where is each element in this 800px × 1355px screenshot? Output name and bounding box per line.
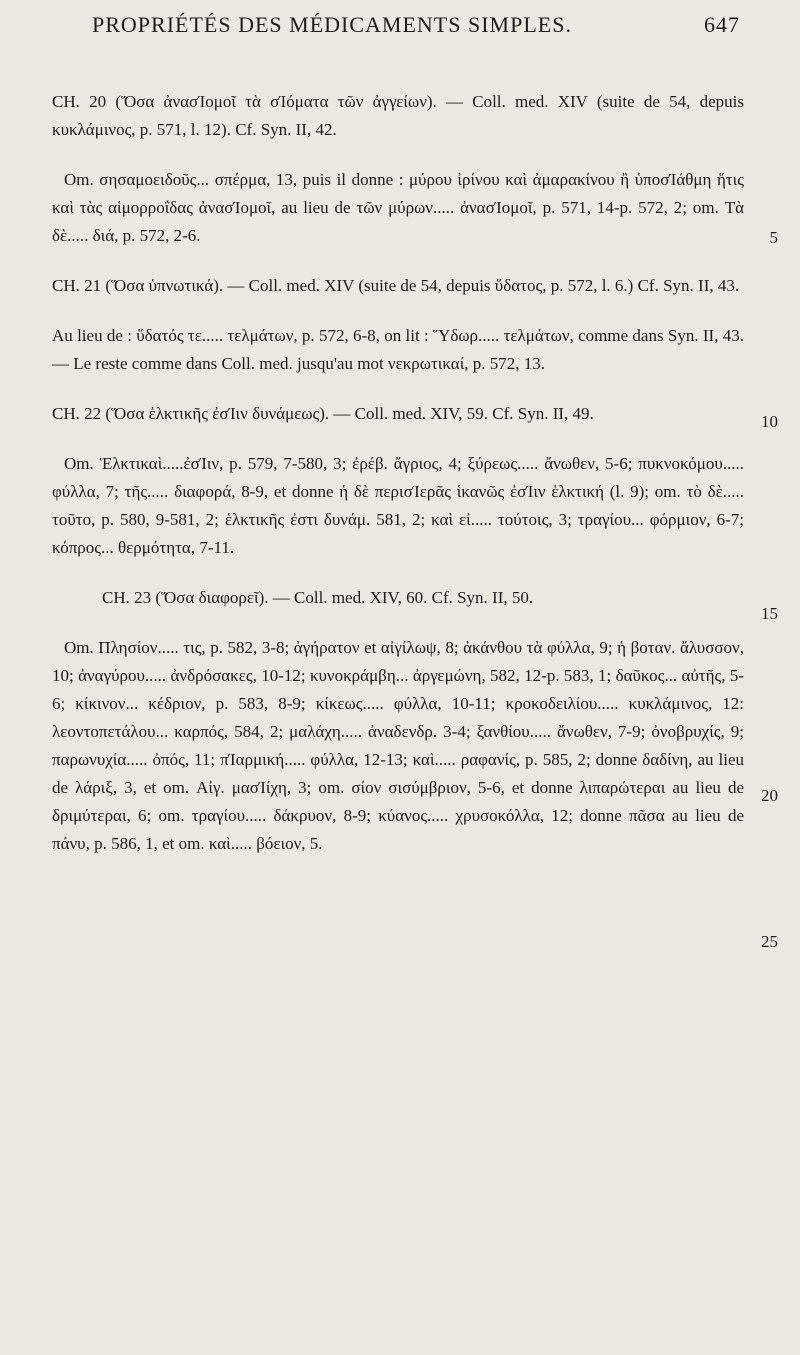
running-head xyxy=(92,12,740,38)
chapter-22-heading: CH. 22 (Ὅσα ἑλκτικῆς ἐσΊιν δυνάμεως). — Coll. med. XIV, 59. Cf. Syn. II, 49. xyxy=(52,404,594,423)
body-text xyxy=(52,88,744,880)
line-number: 10 xyxy=(761,412,778,431)
running-head-title: PROPRIÉTÉS DES MÉDICAMENTS SIMPLES. xyxy=(92,12,572,37)
chapter-22-notes: Om. Ἑλκτικαὶ.....ἐσΊιν, p. 579, 7-580, 3; ἐρέβ. ἄγριος, 4; ξύρεως..... ἄνωθεν, 5-6; πυκνοκόμου..... φύλλα, 7; τῆς..... διαφορά, 8-9, et donne ἡ δὲ περισΊερᾶς ἱκανῶς ἐσΊιν ἑλκτική (l. 9); om. τὸ δὲ..... τοῦτο, p. 580, 9-581, 2; ἑλκτικῆς ἐστι δυνάμ. 581, 2; καὶ εἰ..... τούτοις, 3; τραγίου... φόρμιον, 6-7; κόπρος... θερμότητα, 7-11. xyxy=(52,454,744,557)
line-number: 5 xyxy=(769,228,778,247)
chapter-23-heading: CH. 23 (Ὅσα διαφορεῖ). — Coll. med. XIV, 60. Cf. Syn. II, 50. xyxy=(102,588,534,607)
line-number: 15 xyxy=(761,604,778,623)
page-number: 647 xyxy=(704,12,740,37)
chapter-21-heading: CH. 21 (Ὅσα ὑπνωτικά). — Coll. med. XIV (suite de 54, depuis ὕδατος, p. 572, l. 6.) Cf. Syn. II, 43. xyxy=(52,276,740,295)
chapter-20-heading: CH. 20 (Ὅσα ἀνασΊομοῖ τὰ σΊόματα τῶν ἀγγείων). — Coll. med. XIV (suite de 54, depuis κυκλάμινος, p. 571, l. 12). Cf. Syn. II, 42. xyxy=(52,92,744,139)
chapter-20-notes: Om. σησαμοειδοῦς... σπέρμα, 13, puis il donne : μύρου ἰρίνου καὶ ἀμαρακίνου ἢ ὑποσΊάθμη ἥτις καὶ τὰς αἱμορροΐδας ἀνασΊομοῖ, au lieu de τῶν μύρων..... ἀνασΊομοῖ, p. 571, 14-p. 572, 2; om. Τὰ δὲ..... διά, p. 572, 2-6. xyxy=(52,170,744,245)
chapter-21-notes: Au lieu de : ὕδατός τε..... τελμάτων, p. 572, 6-8, on lit : Ὕδωρ..... τελμάτων, comme dans Syn. II, 43. — Le reste comme dans Coll. med. jusqu'au mot νεκρωτικαί, p. 572, 13. xyxy=(52,326,744,373)
line-number: 20 xyxy=(761,786,778,805)
chapter-23-notes: Om. Πλησίον..... τις, p. 582, 3-8; ἀγήρατον et αἰγίλωψ, 8; ἀκάνθου τὰ φύλλα, 9; ἡ βοταν. ἄλυσσον, 10; ἀναγύρου..... ἀνδρόσακες, 10-12; κυνοκράμβη... ἀργεμώνη, 582, 12-p. 583, 1; δαῦκος... αὐτῆς, 5-6; κίκινον... κέδριον, p. 583, 8-9; κίκεως..... φύλλα, 10-11; κροκοδειλίου..... κυκλάμινος, 12: λεοντοπετάλου... καρπός, 584, 2; μαλάχη..... ἀναδενδρ. 3-4; ξανθίου..... ἄνωθεν, 7-9; ὀνοβρυχίς, 9; παρωνυχία..... ὀπός, 11; πΊαρμική..... φύλλα, 12-13; καὶ..... ραφανίς, p. 585, 2; donne δαδίνη, au lieu de λάριξ, 3, et om. Αἰγ. μασΊίχη, 3; om. σίον σισύμβριον, 5-6, et donne λιπαρώτεραι au lieu de δριμύτεραι, 6; om. τραγίου..... δάκρυον, 8-9; κύανος..... χρυσοκόλλα, 12; donne πᾶσα au lieu de πάνυ, p. 586, 1, et om. καὶ..... βόειον, 5. xyxy=(52,638,744,853)
line-number: 25 xyxy=(761,932,778,951)
